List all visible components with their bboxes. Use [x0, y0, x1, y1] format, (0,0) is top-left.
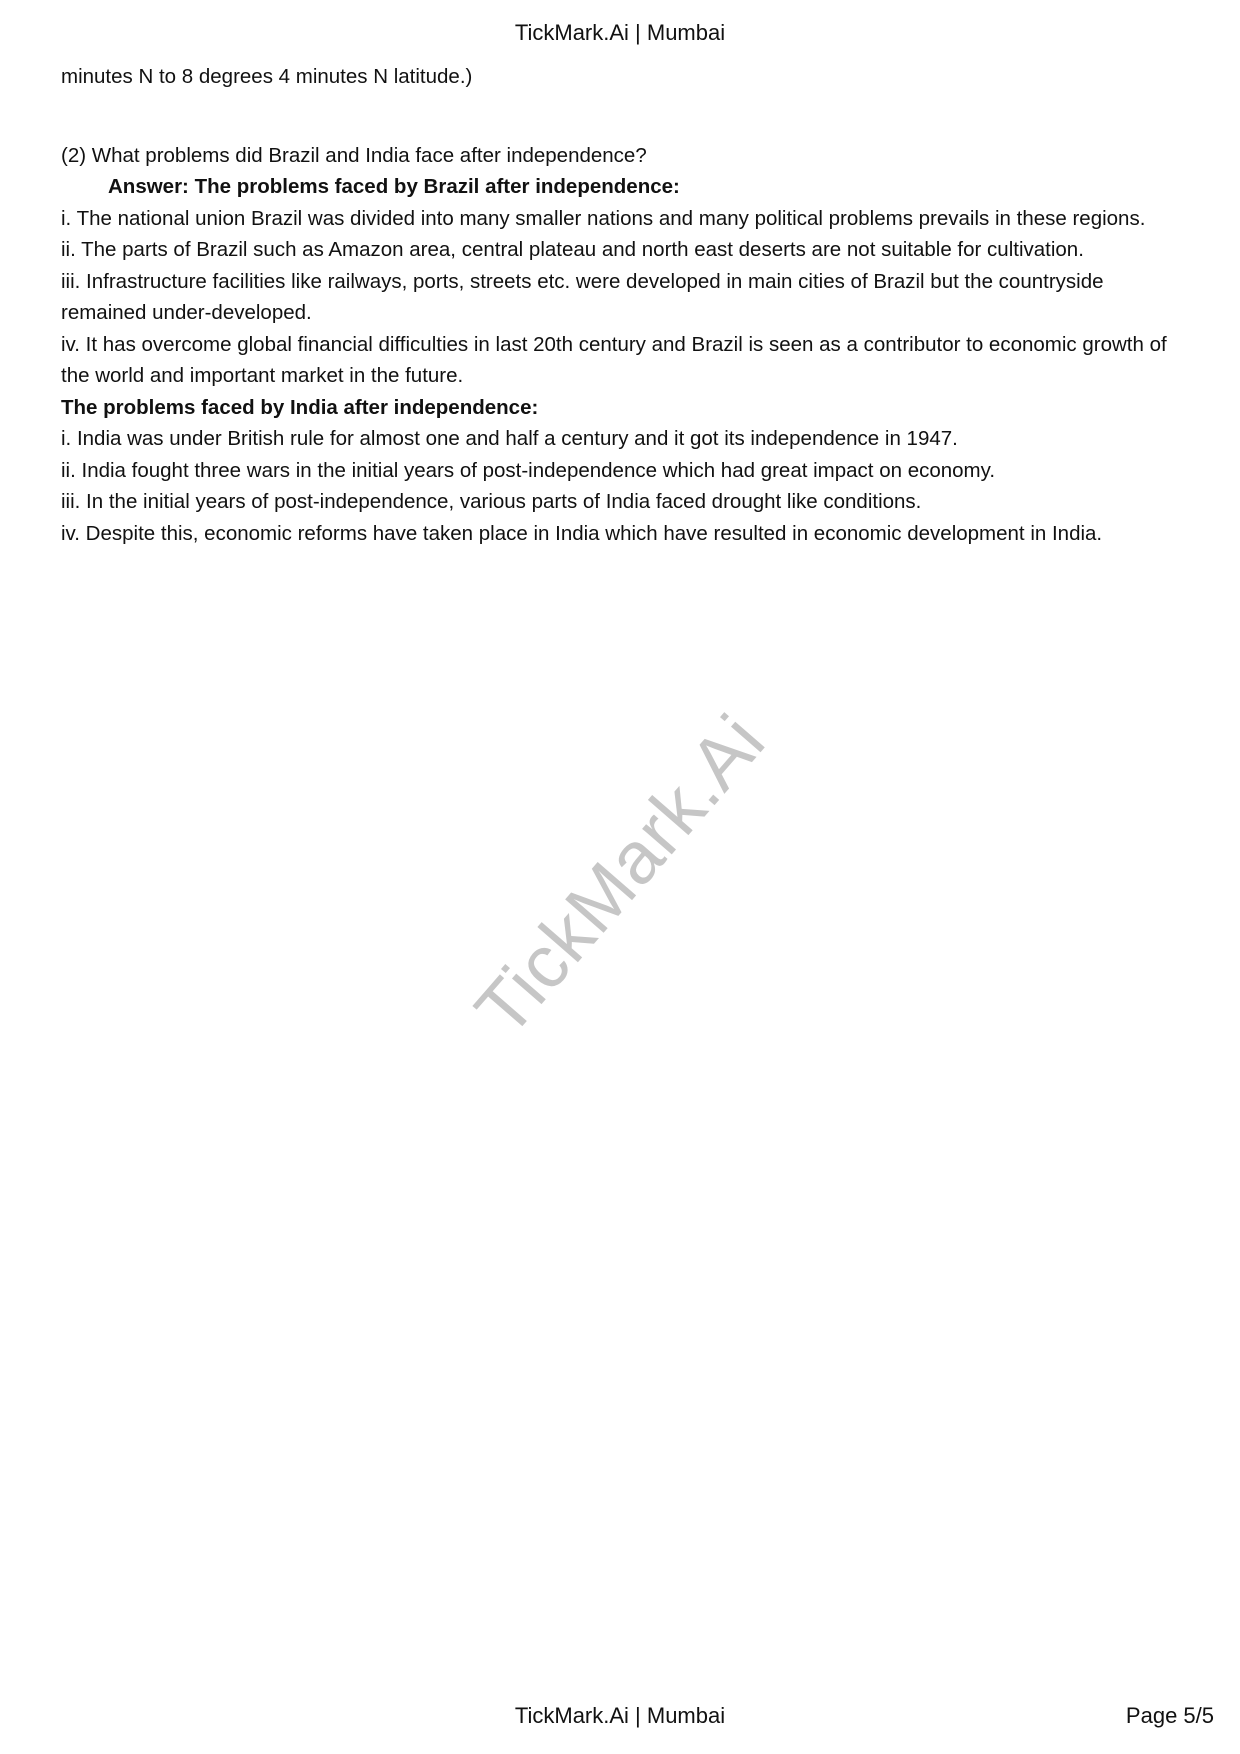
india-point: i. India was under British rule for almost one and half a century and it got its independence in 1947.	[61, 427, 958, 450]
document-body	[61, 61, 1191, 549]
india-point: iii. In the initial years of post-independence, various parts of India faced drought like conditions.	[61, 490, 922, 513]
brazil-point: iii. Infrastructure facilities like railways, ports, streets etc. were developed in main cities of Brazil but the countryside remained under-developed.	[61, 269, 1104, 324]
answer-heading: Answer: The problems faced by Brazil after independence:	[108, 175, 680, 198]
page-number: Page 5/5	[1125, 1703, 1214, 1728]
question-text: (2) What problems did Brazil and India face after independence?	[61, 143, 647, 167]
brazil-point: i. The national union Brazil was divided into many smaller nations and many political problems prevails in these regions.	[61, 206, 1146, 230]
brazil-point: ii. The parts of Brazil such as Amazon area, central plateau and north east deserts are not suitable for cultivation.	[61, 238, 1084, 261]
page-footer: TickMark.Ai | Mumbai	[514, 1703, 726, 1728]
india-point: ii. India fought three wars in the initial years of post-independence which had great impact on economy.	[61, 458, 996, 482]
india-point: iv. Despite this, economic reforms have taken place in India which have resulted in economic development in India.	[61, 521, 1103, 545]
watermark: TickMark.Ai	[459, 698, 781, 1052]
paragraph-spacer	[61, 93, 1191, 140]
continuation-text: minutes N to 8 degrees 4 minutes N latitude.)	[61, 65, 473, 88]
page-header: TickMark.Ai | Mumbai	[514, 20, 726, 45]
india-heading: The problems faced by India after independence:	[61, 395, 539, 419]
brazil-point: iv. It has overcome global financial difficulties in last 20th century and Brazil is seen as a contributor to economic growth of the world and important market in the future.	[61, 332, 1167, 387]
